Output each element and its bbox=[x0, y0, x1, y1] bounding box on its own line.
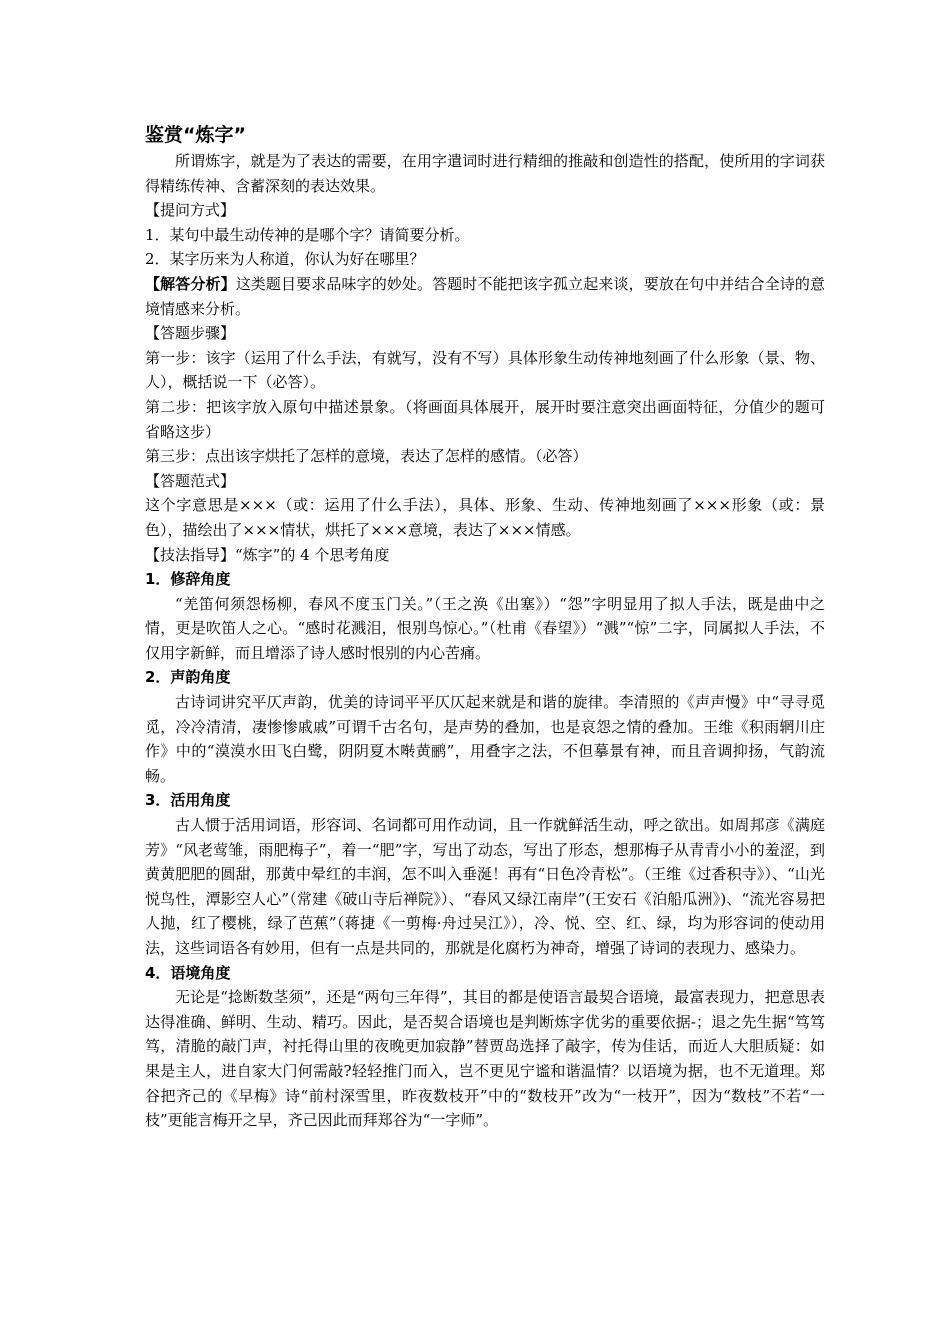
section-heading: 4．语境角度 bbox=[145, 963, 231, 982]
ask-item: 1．某句中最生动传神的是哪个字？请简要分析。 bbox=[145, 225, 470, 244]
ask-item: 2．某字历来为人称道，你认为好在哪里？ bbox=[145, 250, 425, 269]
document-page bbox=[145, 122, 825, 1133]
analysis-paragraph bbox=[145, 272, 825, 321]
analysis-text: 这类题目要求品味字的妙处。答题时不能把该字孤立起来谈，要放在句中并结合全诗的意境情感来分析。 bbox=[145, 274, 825, 318]
section-heading: 3．活用角度 bbox=[145, 791, 231, 810]
page-title: 鉴赏“炼字” bbox=[145, 124, 246, 146]
step-item: 第一步：该字（运用了什么手法，有就写，没有不写）具体形象生动传神地刻画了什么形象（景、物、人），概括说一下（必答）。 bbox=[145, 348, 825, 392]
section-heading: 2．声韵角度 bbox=[145, 668, 231, 687]
ask-heading: 【提问方式】 bbox=[145, 201, 236, 220]
section-heading: 1．修辞角度 bbox=[145, 570, 231, 589]
steps-heading: 【答题步骤】 bbox=[145, 324, 236, 343]
template-heading: 【答题范式】 bbox=[145, 471, 236, 490]
analysis-lead: 【解答分析】 bbox=[145, 274, 236, 293]
template-paragraph: 这个字意思是×××（或：运用了什么手法），具体、形象、生动、传神地刻画了×××形象（或：景色），描绘出了×××情状，烘托了×××意境，表达了×××情感。 bbox=[145, 496, 825, 539]
step-item: 第三步：点出该字烘托了怎样的意境，表达了怎样的感情。（必答） bbox=[145, 447, 588, 466]
intro-paragraph: 所谓炼字，就是为了表达的需要，在用字遣词时进行精细的推敲和创造性的搭配，使所用的字词获得精练传神、含蓄深刻的表达效果。 bbox=[145, 152, 825, 195]
section-paragraph: 无论是“捻断数茎须”，还是“两句三年得”，其目的都是使语言最契合语境，最富表现力，把意思表达得准确、鲜明、生动、精巧。因此，是否契合语境也是判断炼字优劣的重要依据-；退之先生据“笃笃笃，清脆的敲门声，衬托得山里的夜晚更加寂静”替贾岛选择了敲字，传为佳话，而近人大胆质疑：如果是主人，进自家大门何需敲?轻轻推门而入，岂不更见宁谧和谐温情？以语境为据，也不无道理。郑谷把齐己的《早梅》诗“前村深雪里，昨夜数枝开”中的“数枝开”改为“一枝开”，因为“数枝”不若“一枝”更能言梅开之早，齐己因此而拜郑谷为“一字师”。 bbox=[145, 988, 825, 1130]
section-paragraph: “羌笛何须怨杨柳，春风不度玉门关。”（王之涣《出塞》）“怨”字明显用了拟人手法，既是曲中之情，更是吹笛人之心。“感时花溅泪，恨别鸟惊心。”（杜甫《春望》）“溅”“惊”二字，同属拟人手法，不仅用字新鲜，而且增添了诗人感时恨别的内心苦痛。 bbox=[145, 594, 825, 662]
skill-heading: 【技法指导】“炼字”的 4 个思考角度 bbox=[145, 545, 390, 564]
section-paragraph: 古人惯于活用词语，形容词、名词都可用作动词，且一作就鲜活生动，呼之欲出。如周邦彦《满庭芳》“风老莺雏，雨肥梅子”，着一“肥”字，写出了动态，写出了形态，想那梅子从青青小小的羞涩，到黄黄肥肥的圆甜，那黄中晕红的丰润，怎不叫入垂涎！再有“日色冷青松”。（王维《过香积寺》）、“山光悦鸟性，潭影空人心”（常建《破山寺后禅院》）、“春风又绿江南岸”(王安石《泊船瓜洲》)、“流光容易把人抛，红了樱桃，绿了芭蕉”（蒋捷《一剪梅·舟过吴江》），冷、悦、空、红、绿，均为形容词的使动用法，这些词语各有妙用，但有一点是共同的，那就是化腐朽为神奇，增强了诗词的表现力、感染力。 bbox=[145, 816, 825, 957]
section-paragraph: 古诗词讲究平仄声韵，优美的诗词平平仄仄起来就是和谐的旋律。李清照的《声声慢》中“寻寻觅觅，冷冷清清，凄惨惨戚戚”可谓千古名句，是声势的叠加，也是哀怨之情的叠加。王维《积雨辋川庄作》中的“漠漠水田飞白鹭，阴阴夏木啭黄鹂”，用叠字之法，不但摹景有神，而且音调抑扬，气韵流畅。 bbox=[145, 693, 825, 785]
step-item: 第二步：把该字放入原句中描述景象。（将画面具体展开，展开时要注意突出画面特征，分值少的题可省略这步） bbox=[145, 397, 825, 441]
